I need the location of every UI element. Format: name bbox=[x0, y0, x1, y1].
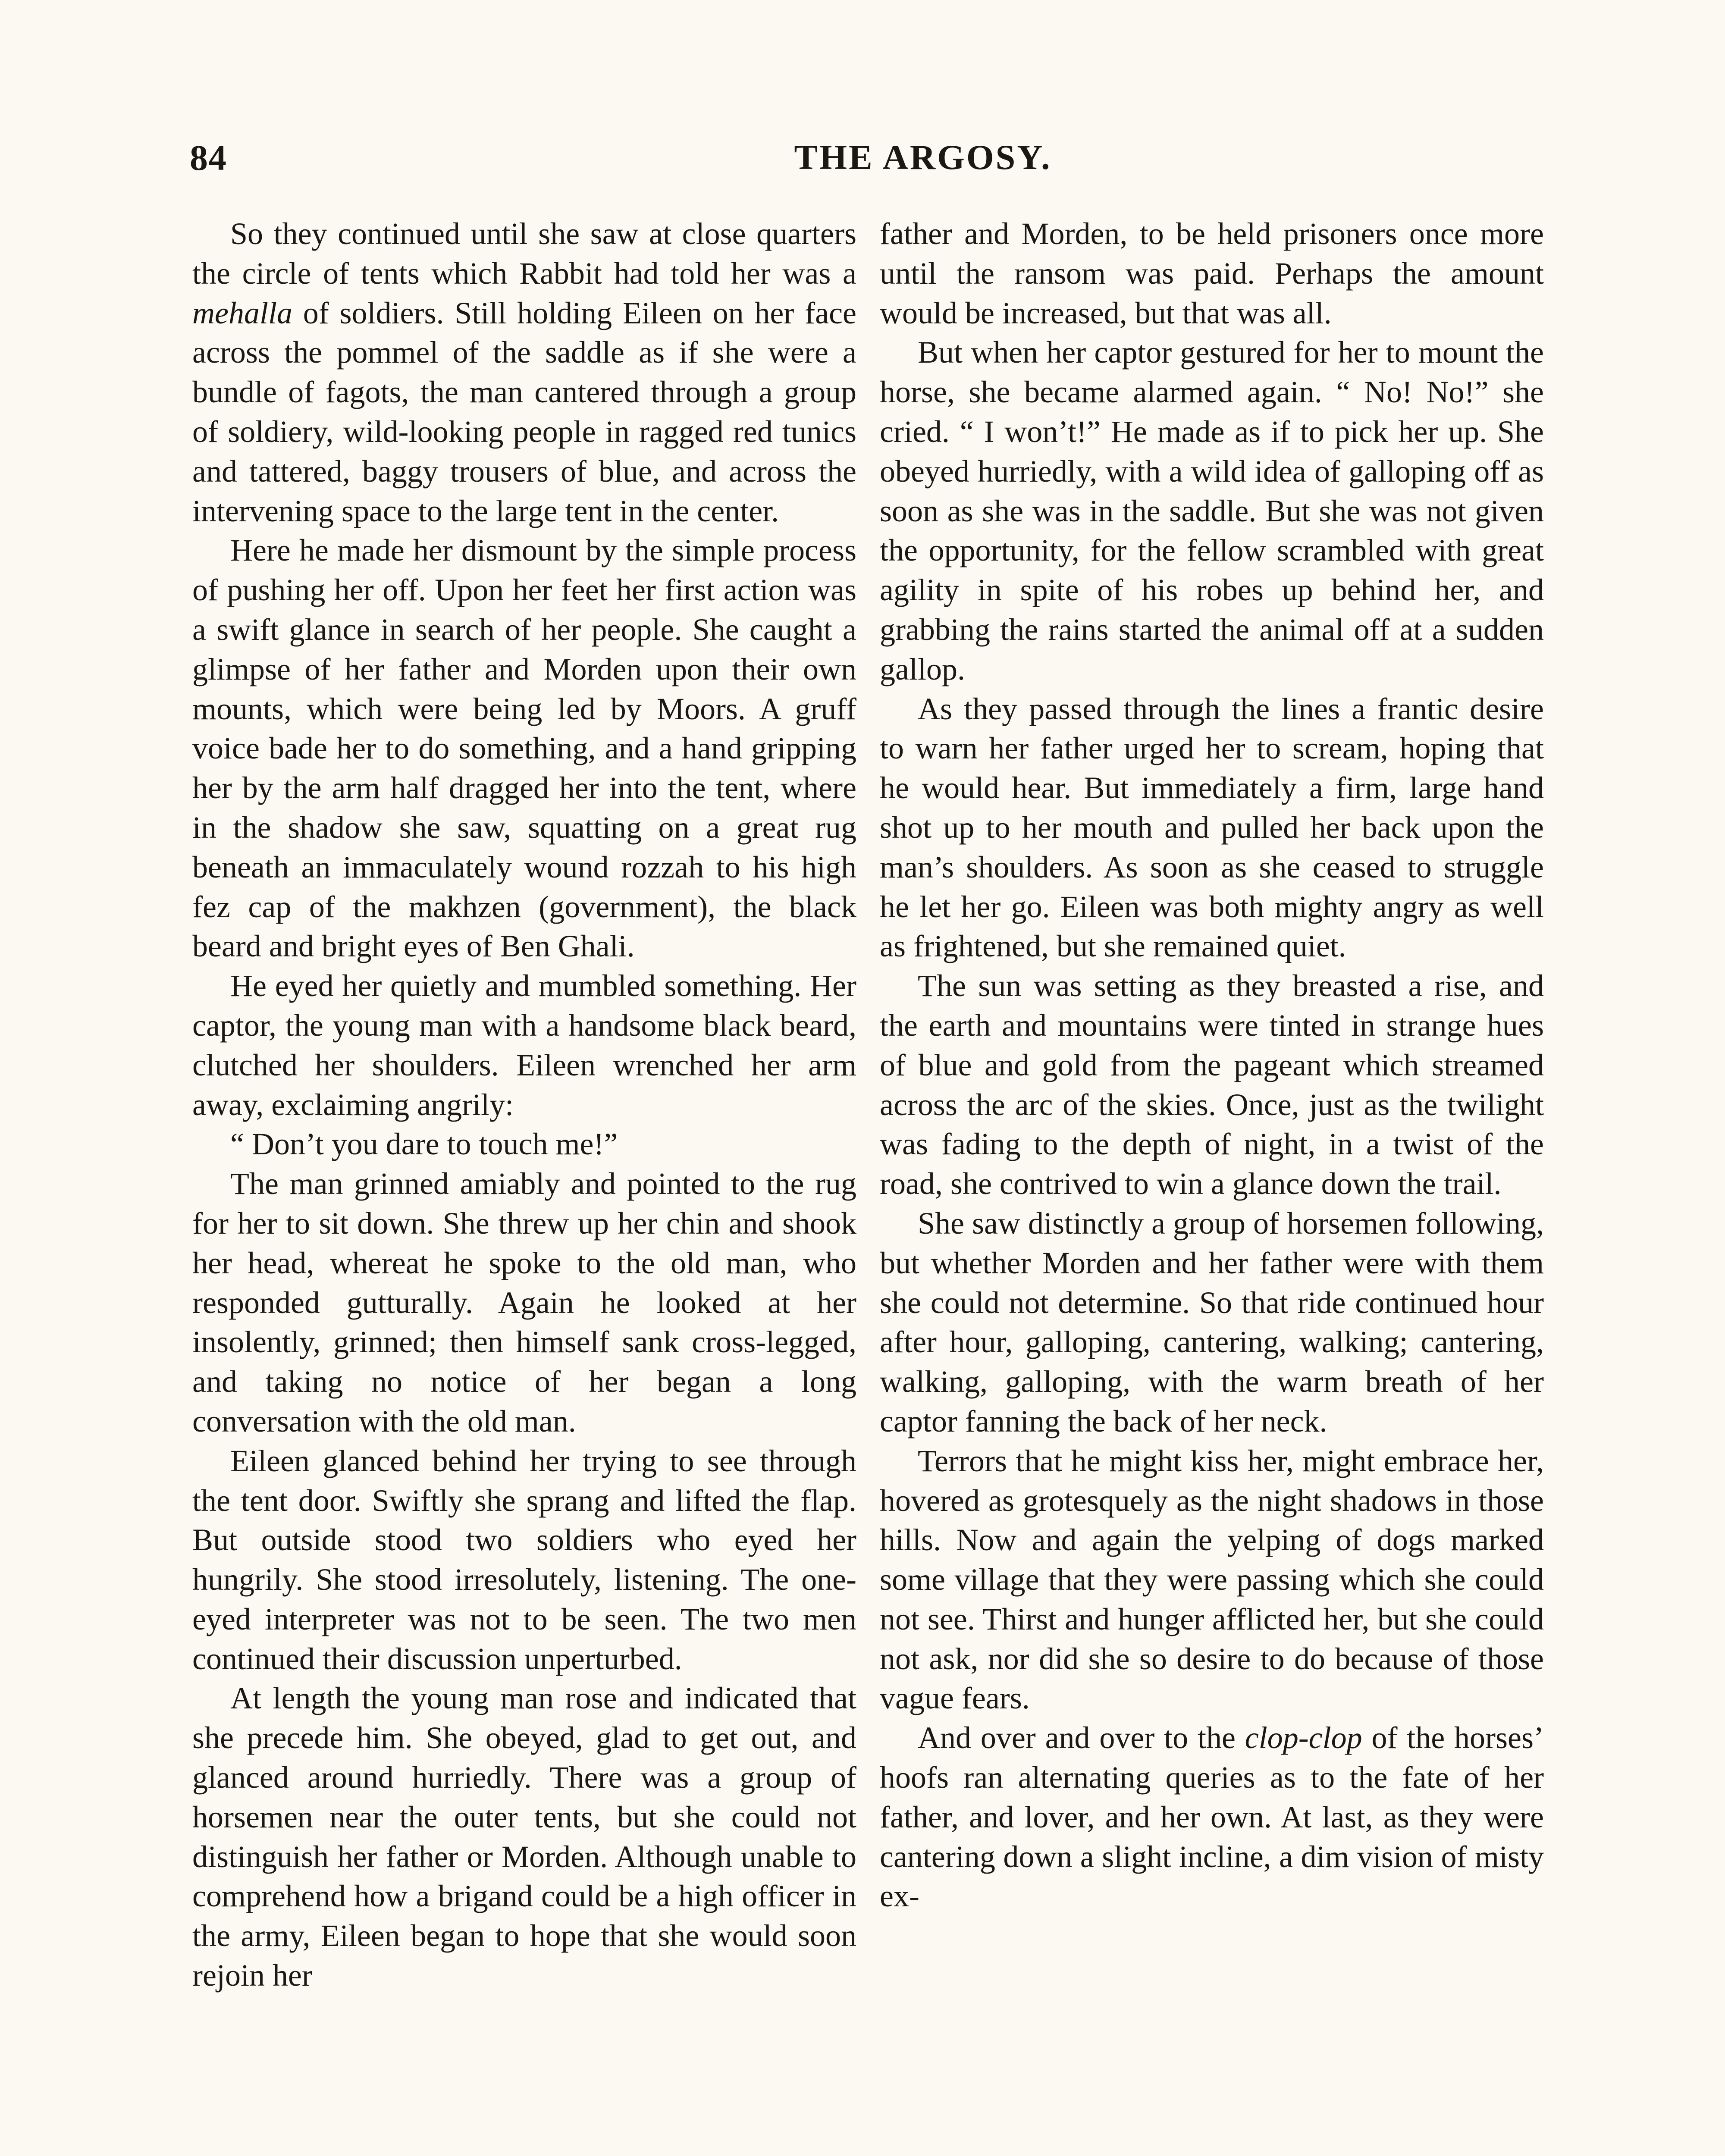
page-number: 84 bbox=[190, 138, 227, 178]
right-column bbox=[880, 214, 1544, 1916]
running-head: THE ARGOSY. bbox=[794, 138, 1052, 177]
paragraph: So they continued until she saw at close quarters the circle of tents which Rabbit had told her was a mehalla of soldiers. Still holding Eileen on her face across the pommel of the saddle as if she were a bundle of fagots, the man cantered through a group of soldiery, wild-looking people in ragged red tunics and tattered, baggy trousers of blue, and across the intervening space to the large tent in the center. bbox=[192, 216, 856, 528]
paragraph: As they passed through the lines a frantic desire to warn her father urged her to scream, hoping that he would hear. But immediately a firm, large hand shot up to her mouth and pulled her back upon the man’s shoulders. As soon as she ceased to struggle he let her go. Eileen was both mighty angry as well as frightened, but she remained quiet. bbox=[880, 691, 1544, 964]
left-column bbox=[192, 214, 856, 1996]
paragraph: And over and over to the clop-clop of the horses’ hoofs ran alternating queries as to the fate of her father, and lover, and her own. At last, as they were cantering down a slight incline, a dim vision of misty ex- bbox=[880, 1720, 1544, 1914]
paragraph: He eyed her quietly and mumbled something. Her captor, the young man with a handsome black beard, clutched her shoulders. Eileen wrenched her arm away, exclaiming angrily: bbox=[192, 968, 856, 1122]
paragraph: Eileen glanced behind her trying to see through the tent door. Swiftly she sprang and lifted the flap. But outside stood two soldiers who eyed her hungrily. She stood irresolutely, listening. The one-eyed interpreter was not to be seen. The two men continued their discussion unperturbed. bbox=[192, 1443, 856, 1676]
paragraph: father and Morden, to be held prisoners once more until the ransom was paid. Perhaps the amount would be increased, but that was all. bbox=[880, 216, 1544, 330]
paragraph: The sun was setting as they breasted a rise, and the earth and mountains were tinted in strange hues of blue and gold from the pageant which streamed across the arc of the skies. Once, just as the twilight was fading to the depth of night, in a twist of the road, she contrived to win a glance down the trail. bbox=[880, 968, 1544, 1201]
paragraph: Here he made her dismount by the simple process of pushing her off. Upon her feet her first action was a swift glance in search of her people. She caught a glimpse of her father and Morden upon their own mounts, which were being led by Moors. A gruff voice bade her to do something, and a hand gripping her by the arm half dragged her into the tent, where in the shadow she saw, squatting on a great rug beneath an immaculately wound rozzah to his high fez cap of the makhzen (government), the black beard and bright eyes of Ben Ghali. bbox=[192, 533, 856, 964]
paragraph: She saw distinctly a group of horsemen following, but whether Morden and her father were with them she could not determine. So that ride continued hour after hour, galloping, cantering, walking; cantering, walking, galloping, with the warm breath of her captor fanning the back of her neck. bbox=[880, 1206, 1544, 1438]
paragraph: At length the young man rose and indicated that she precede him. She obeyed, glad to get out, and glanced around hurriedly. There was a group of horsemen near the outer tents, but she could not distinguish her father or Morden. Although unable to comprehend how a brigand could be a high officer in the army, Eileen began to hope that she would soon rejoin her bbox=[192, 1681, 856, 1993]
paragraph: The man grinned amiably and pointed to the rug for her to sit down. She threw up her chin and shook her head, whereat he spoke to the old man, who responded gutturally. Again he looked at her insolently, grinned; then himself sank cross-legged, and taking no notice of her began a long conversation with the old man. bbox=[192, 1166, 856, 1438]
paragraph: “ Don’t you dare to touch me!” bbox=[230, 1127, 618, 1162]
paragraph: But when her captor gestured for her to mount the horse, she became alarmed again. “ No! No!” she cried. “ I won’t!” He made as if to pick her up. She obeyed hurriedly, with a wild idea of galloping off as soon as she was in the saddle. But she was not given the opportunity, for the fellow scrambled with great agility in spite of his robes up behind her, and grabbing the rains started the animal off at a sudden gallop. bbox=[880, 335, 1544, 686]
paragraph: Terrors that he might kiss her, might embrace her, hovered as grotesquely as the night shadows in those hills. Now and again the yelping of dogs marked some village that they were passing which she could not see. Thirst and hunger afflicted her, but she could not ask, nor did she so desire to do because of those vague fears. bbox=[880, 1443, 1544, 1716]
